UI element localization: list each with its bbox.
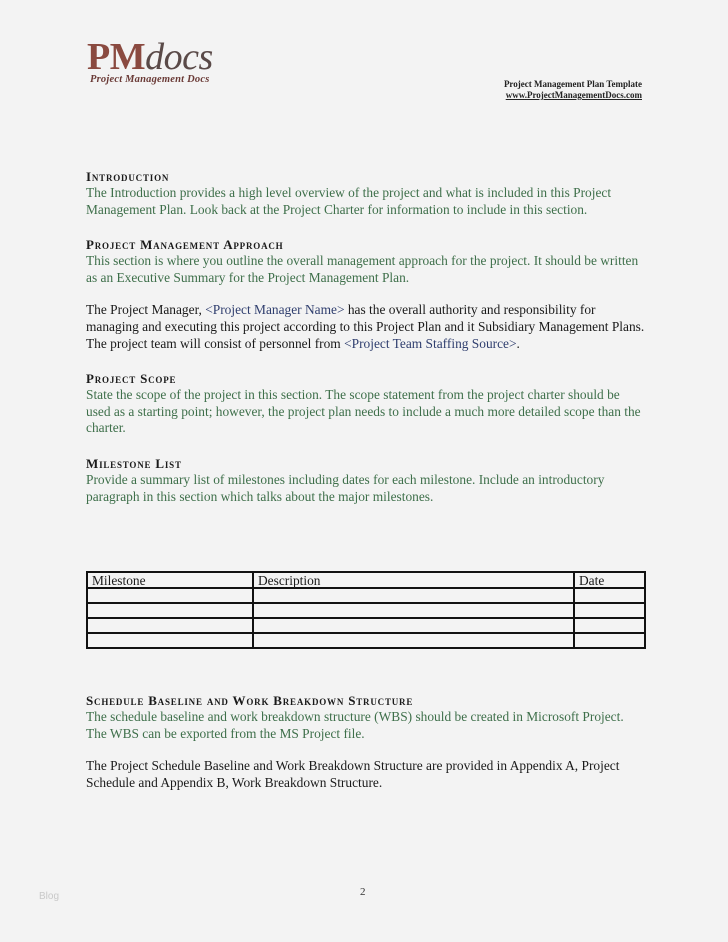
cell-milestone[interactable] [87, 603, 253, 618]
placeholder-staffing-source: <Project Team Staffing Source> [344, 335, 517, 351]
body-text-segment: . [516, 335, 520, 351]
cell-milestone[interactable] [87, 588, 253, 603]
guidance-text: State the scope of the project in this section. The scope statement from the project charter should be used as a starting point; however, the project plan needs to include a much more detailed scope than the charter. [86, 387, 641, 436]
logo-pm: PM [87, 36, 146, 78]
cell-date[interactable] [574, 603, 645, 618]
document-title: Project Management Plan Template [503, 79, 642, 89]
section-milestones [86, 455, 646, 505]
milestone-table [86, 571, 646, 649]
page-number: 2 [360, 886, 366, 898]
table-row [87, 618, 645, 633]
cell-description[interactable] [253, 603, 574, 618]
body-paragraph [86, 302, 646, 352]
column-header-milestone: Milestone [87, 572, 253, 588]
column-header-description: Description [253, 572, 574, 588]
guidance-text: This section is where you outline the overall management approach for the project. It should be written as an Executive Summary for the Project Management Plan. [86, 253, 639, 285]
website-link[interactable]: www.ProjectManagementDocs.com [505, 90, 642, 100]
placeholder-project-manager-name: <Project Manager Name> [205, 302, 345, 318]
table-row [87, 603, 645, 618]
watermark-text: Blog [39, 891, 60, 902]
cell-description[interactable] [253, 588, 574, 603]
section-scope [86, 370, 646, 437]
guidance-text: Provide a summary list of milestones including dates for each milestone. Include an introductory paragraph in this section which talks about the major milestones. [86, 471, 605, 504]
cell-description[interactable] [253, 633, 574, 648]
section-heading: Milestone List [86, 455, 182, 471]
body-text-segment: has the overall authority and responsibility for managing and executing this project according to this Project Plan and it Subsidiary Management Plans. The project team will consist of personnel from [86, 302, 645, 351]
body-text-segment: The Project Manager, [86, 302, 206, 318]
logo-wordmark [87, 38, 213, 76]
section-heading: Introduction [86, 169, 170, 184]
cell-date[interactable] [574, 633, 645, 648]
body-paragraph: The Project Schedule Baseline and Work Breakdown Structure are provided in Appendix A, Project Schedule and Appendix B, Work Breakdown Structure. [86, 758, 620, 790]
cell-date[interactable] [574, 588, 645, 603]
table-row [87, 588, 645, 603]
column-header-date: Date [574, 572, 645, 588]
section-schedule [86, 692, 646, 791]
guidance-text: The schedule baseline and work breakdown structure (WBS) should be created in Microsoft Project. The WBS can be exported from the MS Project file. [86, 709, 624, 741]
logo-subtitle: Project Management Docs [90, 74, 210, 85]
cell-milestone[interactable] [87, 633, 253, 648]
cell-description[interactable] [253, 618, 574, 633]
logo-docs: docs [145, 36, 213, 78]
section-heading: Project Management Approach [86, 237, 284, 253]
section-introduction [86, 168, 646, 218]
cell-milestone[interactable] [87, 618, 253, 633]
pmdocs-logo [87, 38, 213, 86]
section-heading: Schedule Baseline and Work Breakdown Structure [86, 693, 414, 708]
section-heading: Project Scope [86, 371, 177, 387]
table-row [87, 633, 645, 648]
document-body [86, 168, 646, 505]
page-header [504, 79, 642, 101]
table-header-row [87, 572, 645, 588]
section-approach [86, 236, 646, 352]
cell-date[interactable] [574, 618, 645, 633]
guidance-text: The Introduction provides a high level overview of the project and what is included in this Project Management Plan. Look back at the Project Charter for information to include in this section. [86, 185, 612, 217]
